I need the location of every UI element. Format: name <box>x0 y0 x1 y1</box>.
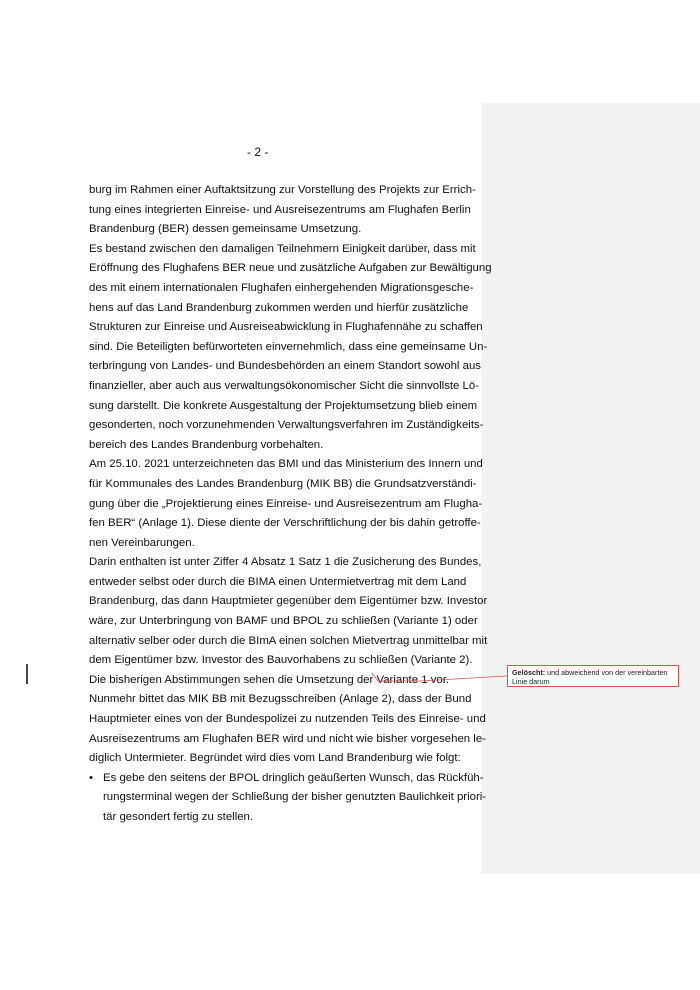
text-line: Eröffnung des Flughafens BER neue und zusätzliche Aufgaben zur Bewältigung <box>89 262 492 275</box>
text-line: Nunmehr bittet das MIK BB mit Bezugsschreiben (Anlage 2), dass der Bund <box>89 693 472 706</box>
text-line: des mit einem internationalen Flughafen einhergehenden Migrationsgesche- <box>89 281 474 294</box>
bullet-symbol: • <box>89 771 93 784</box>
text-line: hens auf das Land Brandenburg zukommen werden und hierfür zusätzliche <box>89 301 469 314</box>
text-line: wäre, zur Unterbringung von BAMF und BPOL zu schließen (Variante 1) oder <box>89 615 478 628</box>
text-line: gesonderten, noch vorzunehmenden Verwaltungsverfahren im Zuständigkeits- <box>89 419 484 432</box>
text-line: für Kommunales des Landes Brandenburg (MIK BB) die Grundsatzverständi- <box>89 477 477 490</box>
text-line: tung eines integrierten Einreise- und Ausreisezentrums am Flughafen Berlin <box>89 203 471 216</box>
text-line: Brandenburg (BER) dessen gemeinsame Umsetzung. <box>89 223 362 236</box>
text-line: finanzieller, aber auch aus verwaltungsökonomischer Sicht die sinnvollste Lö- <box>89 379 480 392</box>
connector-line <box>372 673 507 681</box>
comment-text: und abweichend von der vereinbarten Linie darum <box>512 668 668 686</box>
deletion-comment[interactable] <box>507 665 679 687</box>
text-line: diglich Untermieter. Begründet wird dies vom Land Brandenburg wie folgt: <box>89 752 461 765</box>
text-line: Die bisherigen Abstimmungen sehen die Umsetzung der Variante 1 vor. <box>89 673 450 686</box>
text-line: Brandenburg, das dann Hauptmieter gegenüber dem Eigentümer bzw. Investor <box>89 595 488 608</box>
text-line: entweder selbst oder durch die BIMA einen Untermietvertrag mit dem Land <box>89 575 467 588</box>
text-line: nen Vereinbarungen. <box>89 536 195 549</box>
bullet-text-line: tär gesondert fertig zu stellen. <box>103 811 254 823</box>
text-line: sind. Die Beteiligten befürworteten einvernehmlich, dass eine gemeinsame Un- <box>89 340 488 353</box>
comment-label: Gelöscht: <box>512 668 546 677</box>
text-line: bereich des Landes Brandenburg vorbehalten. <box>89 438 324 451</box>
text-line: Hauptmieter eines von der Bundespolizei zu nutzenden Teils des Einreise- und <box>89 713 486 726</box>
text-line: dem Eigentümer bzw. Investor des Bauvorhabens zu schließen (Variante 2). <box>89 654 473 667</box>
text-line: Am 25.10. 2021 unterzeichneten das BMI und das Ministerium des Innern und <box>89 458 483 471</box>
text-line: Strukturen zur Einreise und Ausreiseabwicklung in Flughafennähe zu schaffen <box>89 321 483 334</box>
page-number: - 2 - <box>247 145 269 159</box>
text-line: alternativ selber oder durch die BImA einen solchen Mietvertrag unmittelbar mit <box>89 634 488 647</box>
text-line: gung über die „Projektierung eines Einreise- und Ausreisezentrum am Flugha- <box>89 497 483 510</box>
bullet-text-line: rungsterminal wegen der Schließung der bisher genutzten Baulichkeit priori- <box>103 791 487 804</box>
text-line: sung darstellt. Die konkrete Ausgestaltung der Projektumsetzung blieb einem <box>89 399 478 412</box>
text-line: burg im Rahmen einer Auftaktsitzung zur Vorstellung des Projekts zur Errich- <box>89 184 476 196</box>
text-line: terbringung von Landes- und Bundesbehörden an einem Standort sowohl aus <box>89 360 481 373</box>
text-line: Darin enthalten ist unter Ziffer 4 Absatz 1 Satz 1 die Zusicherung des Bundes, <box>89 556 482 569</box>
text-line: Es bestand zwischen den damaligen Teilnehmern Einigkeit darüber, dass mit <box>89 242 476 255</box>
text-line: fen BER“ (Anlage 1). Diese diente der Verschriftlichung der bis dahin getroffe- <box>89 517 481 530</box>
bullet-text-line: Es gebe den seitens der BPOL dringlich geäußerten Wunsch, das Rückfüh- <box>103 771 484 784</box>
text-line: Ausreisezentrums am Flughafen BER wird und nicht wie bisher vorgesehen le- <box>89 732 486 745</box>
